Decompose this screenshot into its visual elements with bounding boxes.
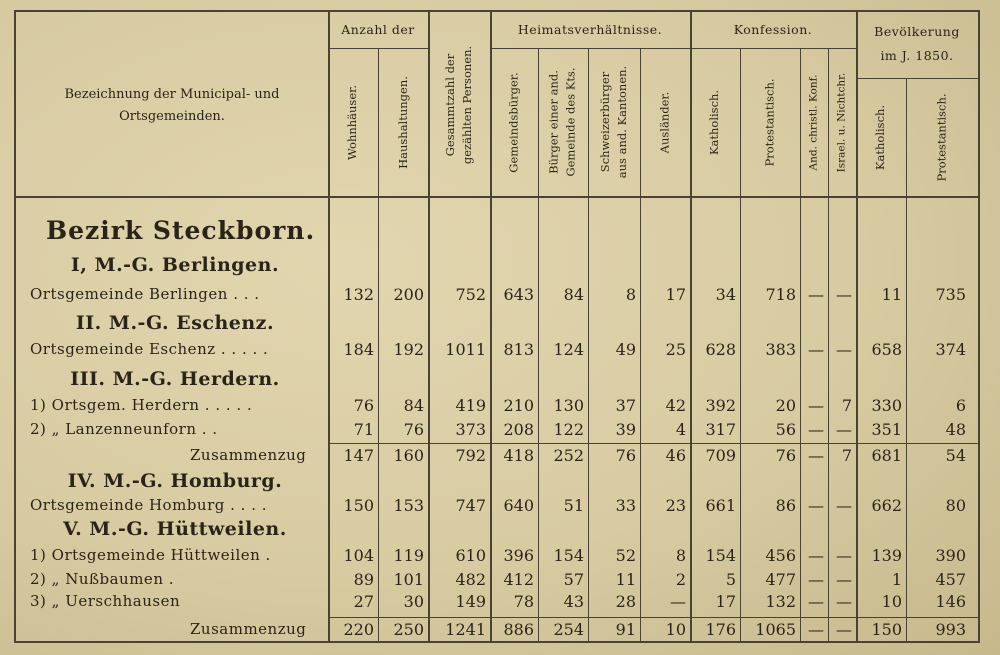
cell-gesammtzahl: 752 [455, 285, 486, 304]
cell-auslaender: 46 [665, 446, 686, 465]
cell-protestantisch: 132 [765, 592, 796, 611]
municipal-heading: IV. M.-G. Homburg. [67, 470, 283, 492]
cell-buerger-andere: 154 [553, 546, 584, 565]
col-header-haushaltungen: Haushaltungen. [395, 75, 410, 169]
cell-buerger-andere: 84 [563, 285, 584, 304]
col-header-auslaender: Ausländer. [657, 91, 672, 153]
cell-schweizer: 37 [615, 396, 636, 415]
cell-buerger-andere: 51 [563, 496, 584, 515]
cell-haushaltungen: 76 [403, 420, 424, 439]
cell-protestantisch: 56 [775, 420, 796, 439]
cell-and-christl: — [808, 446, 824, 465]
cell-israel: — [836, 285, 852, 304]
cell-israel: 7 [841, 446, 852, 465]
cell-haushaltungen: 192 [393, 340, 424, 359]
sum-line [328, 617, 978, 618]
cell-buerger-andere: 43 [563, 592, 584, 611]
cell-wohnhaeuser: 104 [343, 546, 374, 565]
district-title: Bezirk Steckborn. [46, 216, 316, 245]
row-label: 3) „ Uerschhausen [30, 592, 181, 610]
cell-israel: — [836, 546, 852, 565]
col-header-and-christl: And. christl. Konf. [807, 74, 820, 170]
cell-schweizer: 11 [615, 570, 636, 589]
cell-auslaender: 10 [665, 620, 686, 639]
cell-wohnhaeuser: 71 [353, 420, 374, 439]
cell-protestantisch: 76 [775, 446, 796, 465]
cell-1850-kath: 139 [871, 546, 902, 565]
cell-1850-prot: 146 [935, 592, 966, 611]
header-divider [14, 196, 980, 198]
cell-katholisch: 5 [725, 570, 736, 589]
cell-wohnhaeuser: 150 [343, 496, 374, 515]
cell-buerger-andere: 57 [563, 570, 584, 589]
col-header-1850-kath: Katholisch. [873, 104, 888, 170]
cell-buerger-andere: 130 [553, 396, 584, 415]
cell-1850-prot: 390 [935, 546, 966, 565]
cell-gemeindsbuerger: 813 [503, 340, 534, 359]
cell-and-christl: — [808, 420, 824, 439]
cell-wohnhaeuser: 89 [353, 570, 374, 589]
row-label: Ortsgemeinde Berlingen . . . [30, 285, 260, 303]
cell-haushaltungen: 84 [403, 396, 424, 415]
cell-schweizer: 28 [615, 592, 636, 611]
bottom-border [14, 641, 980, 643]
cell-protestantisch: 383 [765, 340, 796, 359]
cell-1850-kath: 351 [871, 420, 902, 439]
cell-israel: 7 [841, 396, 852, 415]
cell-1850-prot: 993 [935, 620, 966, 639]
cell-haushaltungen: 250 [393, 620, 424, 639]
cell-1850-kath: 658 [871, 340, 902, 359]
cell-haushaltungen: 200 [393, 285, 424, 304]
cell-auslaender: 4 [675, 420, 686, 439]
col-header-1850-prot: Protestantisch. [934, 92, 949, 182]
row-label: 2) „ Nußbaumen . [30, 570, 175, 588]
right-border [978, 10, 980, 643]
col-header-wohnhaeuser: Wohnhäuser. [345, 84, 360, 160]
cell-gemeindsbuerger: 643 [503, 285, 534, 304]
left-border [14, 10, 16, 643]
cell-gesammtzahl: 1011 [445, 340, 486, 359]
cell-protestantisch: 86 [775, 496, 796, 515]
cell-and-christl: — [808, 570, 824, 589]
cell-and-christl: — [808, 340, 824, 359]
cell-1850-kath: 662 [871, 496, 902, 515]
cell-wohnhaeuser: 147 [343, 446, 374, 465]
cell-israel: — [836, 420, 852, 439]
cell-gemeindsbuerger: 210 [503, 396, 534, 415]
cell-israel: — [836, 592, 852, 611]
col-header-schweizer: Schweizerbürger aus and. Kantonen. [598, 65, 629, 179]
cell-1850-kath: 150 [871, 620, 902, 639]
col-header-israel: Israel. u. Nichtchr. [835, 72, 848, 172]
cell-wohnhaeuser: 184 [343, 340, 374, 359]
cell-and-christl: — [808, 592, 824, 611]
cell-auslaender: 23 [665, 496, 686, 515]
cell-protestantisch: 718 [765, 285, 796, 304]
row-label: Ortsgemeinde Homburg . . . . [30, 496, 267, 514]
cell-and-christl: — [808, 285, 824, 304]
cell-katholisch: 317 [705, 420, 736, 439]
cell-and-christl: — [808, 496, 824, 515]
cell-gemeindsbuerger: 886 [503, 620, 534, 639]
col-header-gesammtzahl: Gesammtzahl der gezählten Personen. [443, 45, 474, 165]
municipal-heading: V. M.-G. Hüttweilen. [63, 518, 287, 540]
cell-katholisch: 17 [715, 592, 736, 611]
cell-1850-kath: 1 [891, 570, 902, 589]
cell-haushaltungen: 160 [393, 446, 424, 465]
cell-and-christl: — [808, 396, 824, 415]
cell-israel: — [836, 340, 852, 359]
cell-1850-prot: 48 [945, 420, 966, 439]
cell-1850-kath: 330 [871, 396, 902, 415]
cell-and-christl: — [808, 620, 824, 639]
cell-auslaender: 25 [665, 340, 686, 359]
municipal-heading: II. M.-G. Eschenz. [75, 312, 275, 334]
cell-1850-kath: 681 [871, 446, 902, 465]
label-column-header: Bezeichnung der Municipal- und Ortsgemeinden. [64, 87, 280, 124]
cell-katholisch: 709 [705, 446, 736, 465]
municipal-heading: III. M.-G. Herdern. [70, 368, 280, 390]
cell-wohnhaeuser: 132 [343, 285, 374, 304]
col-header-katholisch: Katholisch. [707, 89, 722, 155]
row-label: 1) Ortsgemeinde Hüttweilen . [30, 546, 271, 564]
cell-katholisch: 392 [705, 396, 736, 415]
summary-label: Zusammenzug [190, 446, 307, 464]
cell-gesammtzahl: 792 [455, 446, 486, 465]
cell-1850-kath: 11 [881, 285, 902, 304]
cell-gemeindsbuerger: 418 [503, 446, 534, 465]
row-label: 1) Ortsgem. Herdern . . . . . [30, 396, 253, 414]
col-header-buerger-andere: Bürger einer and. Gemeinde des Kts. [547, 67, 579, 177]
cell-protestantisch: 1065 [755, 620, 796, 639]
cell-1850-prot: 374 [935, 340, 966, 359]
cell-1850-prot: 735 [935, 285, 966, 304]
col-header-protestantisch: Protestantisch. [762, 77, 777, 167]
cell-1850-prot: 457 [935, 570, 966, 589]
cell-1850-prot: 80 [945, 496, 966, 515]
cell-gesammtzahl: 482 [455, 570, 486, 589]
top-border [14, 10, 980, 12]
cell-haushaltungen: 101 [393, 570, 424, 589]
cell-gesammtzahl: 747 [455, 496, 486, 515]
cell-haushaltungen: 119 [393, 546, 424, 565]
cell-1850-prot: 6 [955, 396, 966, 415]
cell-auslaender: — [670, 592, 686, 611]
cell-1850-prot: 54 [945, 446, 966, 465]
cell-gesammtzahl: 149 [455, 592, 486, 611]
cell-gemeindsbuerger: 412 [503, 570, 534, 589]
cell-wohnhaeuser: 220 [343, 620, 374, 639]
municipal-heading: I, M.-G. Berlingen. [70, 254, 280, 276]
cell-israel: — [836, 620, 852, 639]
cell-schweizer: 8 [625, 285, 636, 304]
group-header-heimat: Heimatsverhältnisse. [517, 22, 663, 37]
cell-wohnhaeuser: 27 [353, 592, 374, 611]
cell-auslaender: 8 [675, 546, 686, 565]
cell-katholisch: 34 [715, 285, 736, 304]
cell-katholisch: 176 [705, 620, 736, 639]
cell-protestantisch: 456 [765, 546, 796, 565]
cell-buerger-andere: 254 [553, 620, 584, 639]
cell-haushaltungen: 30 [403, 592, 424, 611]
cell-protestantisch: 477 [765, 570, 796, 589]
cell-gemeindsbuerger: 396 [503, 546, 534, 565]
cell-auslaender: 2 [675, 570, 686, 589]
cell-israel: — [836, 496, 852, 515]
cell-gesammtzahl: 419 [455, 396, 486, 415]
cell-katholisch: 661 [705, 496, 736, 515]
cell-katholisch: 628 [705, 340, 736, 359]
group-header-anzahl: Anzahl der [341, 22, 415, 37]
cell-wohnhaeuser: 76 [353, 396, 374, 415]
cell-auslaender: 42 [665, 396, 686, 415]
summary-label: Zusammenzug [190, 620, 307, 638]
cell-and-christl: — [808, 546, 824, 565]
group-header-bevoelkerung: Bevölkerung im J. 1850. [874, 24, 960, 63]
cell-protestantisch: 20 [775, 396, 796, 415]
cell-katholisch: 154 [705, 546, 736, 565]
cell-auslaender: 17 [665, 285, 686, 304]
cell-schweizer: 91 [615, 620, 636, 639]
cell-haushaltungen: 153 [393, 496, 424, 515]
cell-gemeindsbuerger: 208 [503, 420, 534, 439]
cell-buerger-andere: 252 [553, 446, 584, 465]
row-label: Ortsgemeinde Eschenz . . . . . [30, 340, 269, 358]
cell-schweizer: 49 [615, 340, 636, 359]
cell-buerger-andere: 124 [553, 340, 584, 359]
col-header-gemeindsbuerger: Gemeindsbürger. [506, 71, 521, 173]
cell-1850-kath: 10 [881, 592, 902, 611]
cell-gesammtzahl: 373 [455, 420, 486, 439]
row-label: 2) „ Lanzenneunforn . . [30, 420, 218, 438]
cell-israel: — [836, 570, 852, 589]
cell-gemeindsbuerger: 78 [513, 592, 534, 611]
cell-gesammtzahl: 1241 [445, 620, 486, 639]
cell-schweizer: 39 [615, 420, 636, 439]
cell-schweizer: 76 [615, 446, 636, 465]
cell-schweizer: 33 [615, 496, 636, 515]
sum-line [328, 443, 978, 444]
group-header-konfession: Konfession. [733, 22, 813, 37]
cell-schweizer: 52 [615, 546, 636, 565]
cell-buerger-andere: 122 [553, 420, 584, 439]
cell-gemeindsbuerger: 640 [503, 496, 534, 515]
cell-gesammtzahl: 610 [455, 546, 486, 565]
